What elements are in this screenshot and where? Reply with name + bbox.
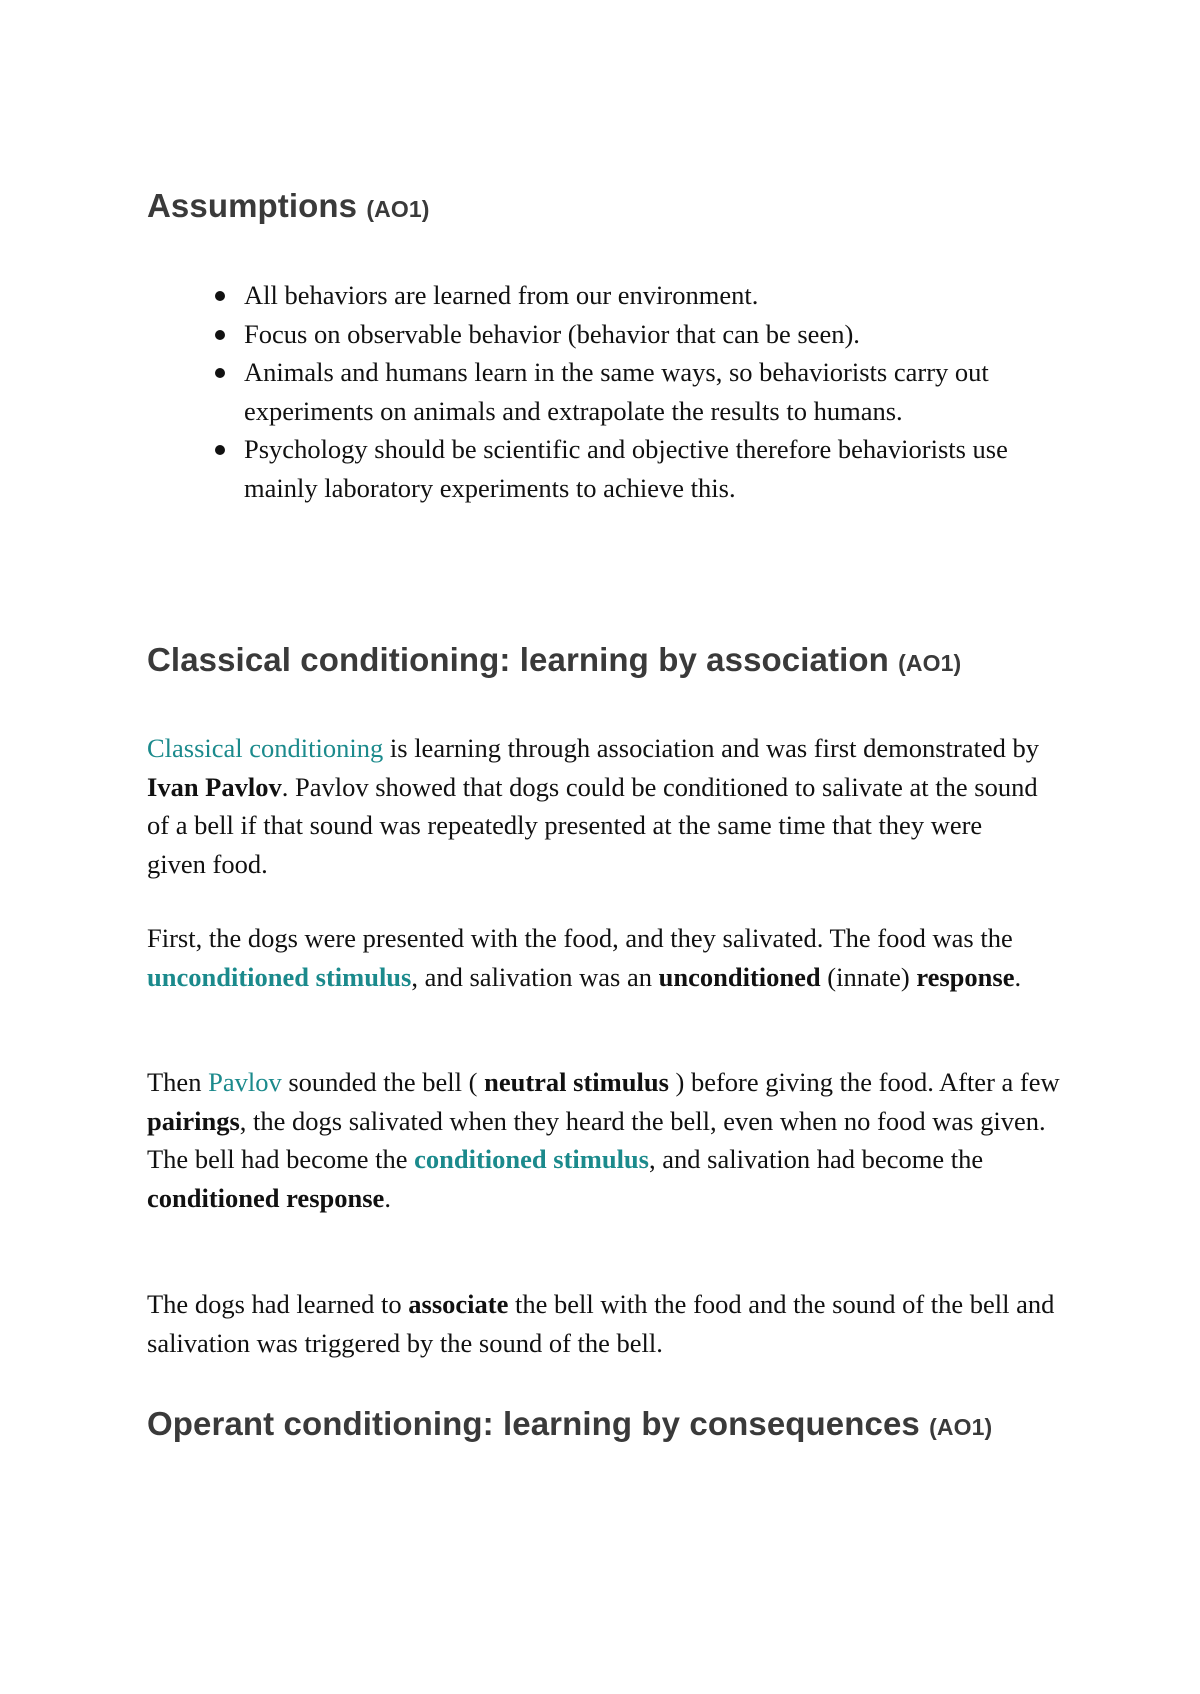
paragraph-text: (innate)	[820, 961, 917, 992]
bullet-icon	[215, 291, 225, 301]
operant-heading	[147, 1405, 992, 1443]
neutral-stimulus-term: neutral stimulus	[484, 1067, 669, 1097]
unconditioned-term: unconditioned	[658, 961, 821, 992]
conditioned-response-term: conditioned response	[147, 1182, 385, 1213]
operant-title: Operant conditioning: learning by consequences	[147, 1405, 920, 1442]
classical-heading	[147, 641, 961, 679]
assumptions-tag: (AO1)	[366, 196, 430, 222]
classical-paragraph-3	[147, 1063, 1077, 1217]
paragraph-text: , and salivation had become the	[649, 1144, 984, 1174]
paragraph-text: First, the dogs were presented with the food, and they salivated. The food was the	[147, 923, 1013, 953]
paragraph-text: The dogs had learned to	[147, 1289, 409, 1319]
pavlov-name: Ivan Pavlov	[147, 771, 282, 802]
associate-term: associate	[408, 1289, 509, 1319]
bullet-icon	[215, 330, 225, 340]
bullet-text: Psychology should be scientific and objective therefore behaviorists use mainly laboratory experiments to achieve this.	[244, 434, 1008, 503]
bullet-text: All behaviors are learned from our environment.	[244, 280, 759, 310]
assumptions-list	[244, 276, 1104, 507]
bullet-text: Focus on observable behavior (behavior that can be seen).	[244, 318, 860, 349]
paragraph-text: is learning through association and was first demonstrated by	[383, 733, 1039, 763]
pavlov-link[interactable]: Pavlov	[208, 1067, 282, 1097]
response-term: response	[916, 961, 1015, 992]
bullet-text: Animals and humans learn in the same ways, so behaviorists carry out experiments on animals and extrapolate the results to humans.	[244, 357, 989, 426]
list-item	[244, 430, 1044, 507]
pairings-term: pairings	[147, 1105, 240, 1136]
classical-paragraph-1	[147, 729, 1047, 883]
paragraph-text: . Pavlov showed that dogs could be conditioned to salivate at the sound of a bell if that sound was repeatedly presented at the same time that they were given food.	[147, 771, 1038, 879]
classical-paragraph-2	[147, 919, 1067, 996]
paragraph-text: the bell with the food and the sound of the bell and salivation was triggered by the sound of the bell.	[147, 1289, 1055, 1358]
classical-tag: (AO1)	[898, 650, 962, 676]
paragraph-text: .	[384, 1182, 391, 1213]
unconditioned-stimulus-term: unconditioned stimulus	[147, 961, 412, 992]
classical-conditioning-link[interactable]: Classical conditioning	[147, 733, 384, 763]
list-item	[244, 353, 1044, 430]
paragraph-text: ) before giving the food. After a few	[668, 1067, 1060, 1097]
assumptions-title: Assumptions	[147, 187, 358, 224]
paragraph-text: .	[1014, 961, 1022, 992]
bullet-icon	[215, 368, 225, 378]
paragraph-text: Then	[147, 1067, 209, 1097]
classical-title: Classical conditioning: learning by association	[147, 641, 889, 678]
paragraph-text: , and salivation was an	[411, 961, 659, 992]
conditioned-stimulus-term: conditioned stimulus	[414, 1144, 649, 1174]
paragraph-text: sounded the bell (	[281, 1067, 485, 1097]
operant-tag: (AO1)	[929, 1414, 993, 1440]
classical-paragraph-4	[147, 1285, 1087, 1362]
list-item	[244, 276, 1104, 315]
paragraph-text: , the dogs salivated when they heard the bell, even when no food was given. The bell had become the	[147, 1105, 1046, 1174]
bullet-icon	[215, 445, 225, 455]
assumptions-heading	[147, 187, 430, 225]
list-item	[244, 315, 1104, 354]
